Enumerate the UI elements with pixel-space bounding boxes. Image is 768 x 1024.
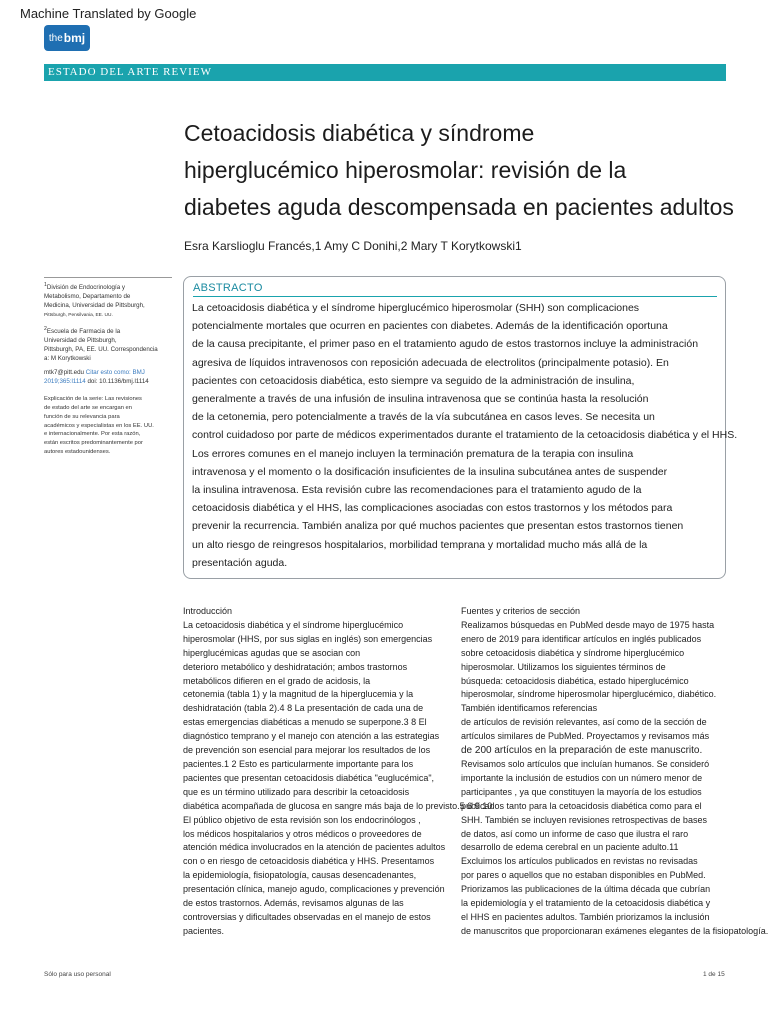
abstract-line: prevenir la recurrencia. También analiza por qué muchos pacientes que presentan estos trastornos tienen bbox=[192, 520, 684, 533]
abstract-line: de la cetonemia, pero potencialmente a través de la vía subcutánea en casos leves. Se necesita un bbox=[192, 411, 655, 424]
body-line: Excluimos los artículos publicados en revistas no revisadas bbox=[461, 856, 698, 867]
body-line: SHH. También se incluyen revisiones retrospectivas de bases bbox=[461, 814, 707, 825]
introduction-column bbox=[183, 605, 493, 939]
cite-ref: 2019;365:l1114 bbox=[44, 378, 86, 386]
body-line: diagnóstico temprano y el manejo con atención a las estrategias bbox=[183, 731, 440, 742]
sidebar-rule bbox=[44, 277, 172, 278]
body-line: participantes , ya que constituyen la mayoría de los estudios bbox=[461, 786, 702, 797]
abstract-line: potencialmente mortales que ocurren en pacientes con diabetes. Además de la identificación oportuna bbox=[192, 320, 668, 333]
body-line: hiperosmolar (HHS, por sus siglas en inglés) son emergencias bbox=[183, 633, 433, 644]
series-line: de estado del arte se encargan en bbox=[44, 404, 132, 411]
title-line: diabetes aguda descompensada en pacientes adultos bbox=[184, 194, 734, 220]
series-line: Explicación de la serie: Las revisiones bbox=[44, 396, 142, 403]
logo-brand: bmj bbox=[63, 31, 86, 45]
series-line: e internacionalmente. Por esta razón, bbox=[44, 431, 141, 438]
body-line: estas emergencias diabéticas a menudo se superpone.3 8 El bbox=[183, 717, 427, 728]
affiliation-1 bbox=[44, 281, 172, 320]
affiliation-line: Universidad de Pittsburgh, bbox=[44, 337, 117, 345]
section-bar bbox=[44, 64, 726, 81]
abstract-line: La cetoacidosis diabética y el síndrome hiperglucémico hiperosmolar (SHH) son complicaciones bbox=[192, 302, 640, 314]
affiliation-line: Escuela de Farmacia de la bbox=[46, 328, 121, 336]
body-line: de 200 artículos en la preparación de este manuscrito. bbox=[461, 745, 703, 757]
cite-label: Citar esto como: BMJ bbox=[85, 369, 145, 377]
abstract-line: agresiva de líquidos intravenosos con reposición adecuada de electrolitos (principalmente potasio). En bbox=[192, 356, 669, 369]
author-list: Esra Karslioglu Francés,1 Amy C Donihi,2 Mary T Korytkowski1 bbox=[184, 239, 522, 253]
contact-and-citation bbox=[44, 368, 172, 386]
introduction-heading: Introducción bbox=[183, 606, 233, 616]
abstract-line: pacientes con cetoacidosis diabética, esto siempre va seguido de la administración de insulina, bbox=[192, 374, 635, 387]
abstract-line: un alto riesgo de reingresos hospitalarios, morbilidad temprana y mortalidad mucho más allá de la bbox=[192, 538, 648, 551]
body-line: de estos trastornos. Además, revisamos algunas de las bbox=[183, 898, 404, 909]
body-line: pacientes que presentan cetoacidosis diabética "euglucémica", bbox=[183, 772, 435, 783]
affiliations-sidebar bbox=[44, 277, 172, 457]
body-line: desarrollo de edema cerebral en un paciente adulto.11 bbox=[461, 842, 679, 853]
abstract-text bbox=[192, 299, 752, 572]
affiliation-marker: 1 bbox=[44, 282, 47, 288]
affiliation-line: Pittsburgh, PA, EE. UU. Correspondencia bbox=[44, 346, 158, 354]
body-line: metabólicos difieren en el grado de acidosis, la bbox=[183, 675, 371, 686]
abstract-heading: ABSTRACTO bbox=[193, 282, 263, 294]
title-line: Cetoacidosis diabética y síndrome bbox=[184, 120, 535, 146]
body-line: de datos, así como un informe de caso que ilustra el raro bbox=[461, 828, 689, 839]
email-link[interactable]: mtk7@pitt.edu bbox=[44, 369, 84, 377]
body-line: de artículos de revisión relevantes, así como de la sección de bbox=[461, 717, 707, 728]
body-line: cetonemia (tabla 1) y la magnitud de la hiperglucemia y la bbox=[183, 689, 414, 700]
section-label: ESTADO DEL ARTE REVIEW bbox=[48, 66, 212, 78]
body-line: sobre cetoacidosis diabética y síndrome hiperglucémico bbox=[461, 647, 685, 658]
body-line: pacientes.1 2 Esto es particularmente importante para los bbox=[183, 758, 414, 769]
body-line: hiperglucémicas agudas que se asocian con bbox=[183, 647, 361, 658]
abstract-line: la insulina intravenosa. Esta revisión cubre las recomendaciones para el tratamiento agudo de la bbox=[192, 484, 642, 497]
body-line: la epidemiología, fisiopatología, causas desencadenantes, bbox=[183, 870, 417, 881]
body-line: que es un término utilizado para describir la cetoacidosis bbox=[183, 786, 410, 797]
abstract-line: presentación aguda. bbox=[192, 556, 288, 569]
series-line: función de su relevancia para bbox=[44, 413, 120, 420]
body-line: de manuscritos que proporcionaran exámenes elegantes de la fisiopatología. bbox=[461, 925, 768, 936]
body-line: Priorizamos las publicaciones de la última década que cubrían bbox=[461, 884, 711, 895]
sources-column bbox=[461, 605, 768, 939]
body-line: búsqueda: cetoacidosis diabética, estado hiperglucémico bbox=[461, 675, 689, 686]
abstract-rule bbox=[193, 296, 717, 297]
body-line: enero de 2019 para identificar artículos en inglés publicados bbox=[461, 633, 702, 644]
body-line: importante la inclusión de estudios con un número menor de bbox=[461, 772, 703, 783]
logo-prefix: the bbox=[48, 32, 63, 44]
body-line: presentación clínica, manejo agudo, complicaciones y prevención bbox=[183, 884, 445, 895]
body-line: También identificamos referencias bbox=[461, 703, 598, 714]
title-line: hiperglucémico hiperosmolar: revisión de la bbox=[184, 157, 627, 183]
machine-translated-banner: Machine Translated by Google bbox=[20, 6, 197, 21]
sources-heading: Fuentes y criterios de sección bbox=[461, 606, 581, 616]
series-line: están escritos predominantemente por bbox=[44, 440, 143, 447]
abstract-box bbox=[183, 276, 738, 579]
affiliation-line: a: M Korytkowski bbox=[44, 355, 91, 363]
affiliation-marker: 2 bbox=[44, 326, 47, 333]
affiliation-line: Metabolismo, Departamento de bbox=[44, 293, 131, 301]
page-number: 1 de 15 bbox=[703, 971, 725, 978]
abstract-line: Los errores comunes en el manejo incluyen la terminación prematura de la terapia con insulina bbox=[192, 447, 634, 460]
body-line: de prevención son esencial para mejorar los resultados de los bbox=[183, 745, 431, 756]
body-line: hiperosmolar. Utilizamos los siguientes términos de bbox=[461, 661, 666, 672]
abstract-line: de la causa precipitante, el primer paso en el tratamiento agudo de estos trastornos incluye la administración bbox=[192, 338, 699, 351]
body-line: controversias y dificultades observadas en el manejo de estos bbox=[183, 911, 431, 922]
body-line: artículos similares de PubMed. Proyectamos y revisamos más bbox=[461, 731, 710, 742]
body-line: deshidratación (tabla 2).4 8 La presentación de cada una de bbox=[183, 703, 424, 714]
affiliation-line: División de Endocrinología y bbox=[46, 284, 125, 292]
body-line: con o en riesgo de cetoacidosis diabética y HHS. Presentamos bbox=[183, 856, 435, 867]
body-line: hiperosmolar, síndrome hiperosmolar hiperglucémico, diabético. bbox=[461, 689, 717, 700]
body-line: pacientes. bbox=[183, 925, 225, 936]
body-line: atención médica involucrados en la atención de pacientes adultos bbox=[183, 842, 446, 853]
abstract-line: generalmente a través de una infusión de insulina intravenosa que se continúa hasta la resolución bbox=[192, 393, 649, 406]
doi-link[interactable]: doi: 10.1136/bmj.l1114 bbox=[87, 378, 149, 386]
body-line: deterioro metabólico y deshidratación; ambos trastornos bbox=[183, 661, 408, 672]
abstract-line: cetoacidosis diabética y el HHS, las complicaciones asociadas con estos trastornos y los métodos para bbox=[192, 502, 673, 515]
affiliation-line: Medicina, Universidad de Pittsburgh, bbox=[44, 302, 145, 310]
abstract-line: intravenosa y el momento o la dosificación insuficientes de la insulina subcutánea antes de suspender bbox=[192, 465, 668, 478]
footer-personal-use: Sólo para uso personal bbox=[44, 971, 111, 978]
bmj-logo[interactable] bbox=[44, 25, 90, 51]
body-line: por pares o aquellos que no estaban disponibles en PubMed. bbox=[461, 870, 706, 881]
series-explanation bbox=[44, 395, 172, 457]
body-line: La cetoacidosis diabética y el síndrome hiperglucémico bbox=[183, 619, 404, 630]
affiliation-2 bbox=[44, 325, 172, 363]
affiliation-line: Pittsburgh, Pensilvania, EE. UU. bbox=[44, 313, 113, 319]
abstract-line: control cuidadoso por parte de médicos experimentados durante el tratamiento de la cetoacidosis diabética y el HHS. bbox=[192, 429, 738, 442]
series-line: autores estadounidenses. bbox=[44, 448, 111, 455]
body-line: la epidemiología y el tratamiento de la cetoacidosis diabética y bbox=[461, 898, 711, 909]
body-line: Realizamos búsquedas en PubMed desde mayo de 1975 hasta bbox=[461, 619, 715, 630]
body-line: El público objetivo de esta revisión son los endocrinólogos , bbox=[183, 814, 421, 825]
body-line: Revisamos solo artículos que incluían humanos. Se consideró bbox=[461, 758, 710, 769]
article-title bbox=[184, 115, 768, 226]
body-line: los médicos hospitalarios y otros médicos o proveedores de bbox=[183, 828, 422, 839]
body-line: diabética acompañada de glucosa en sangre más baja de lo previsto.5 6 9 10 bbox=[183, 800, 493, 811]
body-line: el HHS en pacientes adultos. También priorizamos la inclusión bbox=[461, 911, 710, 922]
body-line: publicados tanto para la cetoacidosis diabética como para el bbox=[461, 800, 702, 811]
series-line: académicos y especialistas en los EE. UU. bbox=[44, 422, 154, 429]
